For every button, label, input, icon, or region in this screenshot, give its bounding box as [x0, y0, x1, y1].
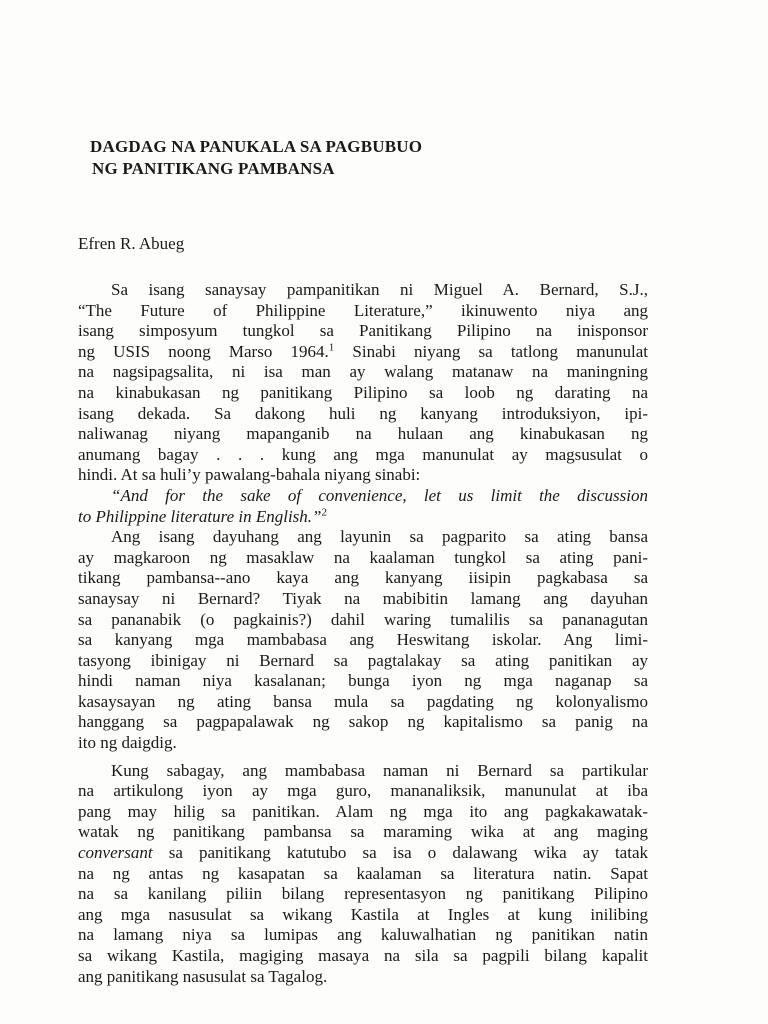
text-line: ay magkaroon ng masaklaw na kaalaman tungkol sa ating pani-	[78, 547, 648, 567]
text-line: Sa isang sanaysay pampanitikan ni Miguel A. Bernard, S.J.,	[111, 280, 648, 299]
text-line: kasaysayan ng ating bansa mula sa pagdating ng kolonyalismo	[78, 691, 648, 711]
text-line: tikang pambansa--ano kaya ang kanyang iisipin pagkabasa sa	[78, 568, 648, 588]
text-segment: ng USIS noong Marso 1964.	[78, 341, 329, 361]
block-quote	[78, 486, 648, 527]
text-segment: conversant	[78, 843, 153, 863]
text-line: hanggang sa pagpapalawak ng sakop ng kapitalismo sa panig na	[78, 712, 648, 732]
text-line	[78, 342, 648, 363]
text-line: isang simposyum tungkol sa Panitikang Pilipino na inisponsor	[78, 321, 648, 341]
text-line: sa kanyang mga mambabasa ang Heswitang iskolar. Ang limi-	[78, 630, 648, 650]
text-line: na nagsipagsalita, ni isa man ay walang matanaw na maningning	[78, 362, 648, 382]
text-line: “The Future of Philippine Literature,” ikinuwento niya ang	[78, 300, 648, 320]
footnote-marker: 1	[328, 341, 335, 354]
text-line: sa wikang Kastila, magiging masaya na sila sa pagpili bilang kapalit	[78, 946, 648, 965]
text-line: sanaysay ni Bernard? Tiyak na mabibitin lamang ang dayuhan	[78, 588, 648, 608]
text-line: ang panitikang nasusulat sa Tagalog.	[78, 966, 328, 986]
text-line: na kinabukasan ng panitikang Pilipino sa loob ng darating na	[78, 382, 648, 402]
text-line: ang mga nasusulat sa wikang Kastila at Ingles at kung inilibing	[78, 904, 648, 924]
footnote-marker: 2	[321, 505, 328, 518]
text-line: Ang isang dayuhang ang layunin sa pagparito sa ating bansa	[111, 527, 648, 547]
text-line: anumang bagay . . . kung ang mga manunulat ay magsusulat o	[78, 444, 648, 464]
text-line: isang dekada. Sa dakong huli ng kanyang introduksiyon, ipi-	[78, 403, 648, 423]
text-segment: to Philippine literature in English.”	[78, 506, 322, 526]
author-name: Efren R. Abueg	[78, 234, 185, 253]
text-line: sa pananabik (o pagkainis?) dahil waring tumalilis sa pananagutan	[78, 609, 648, 629]
text-line: pang may hilig sa panitikan. Alam ng mga ito ang pagkakawatak-	[78, 801, 648, 821]
text-segment: sa panitikang katutubo sa isa o dalawang wika ay tatak	[168, 843, 648, 863]
text-line: naliwanag niyang mapanganib na hulaan ang kinabukasan ng	[78, 424, 648, 444]
text-line: na artikulong iyon ay mga guro, mananaliksik, manunulat at iba	[78, 781, 648, 801]
text-line: tasyong ibinigay ni Bernard sa pagtalakay sa ating panitikan ay	[78, 650, 648, 670]
text-line: Kung sabagay, ang mambabasa naman ni Bernard sa partikular	[111, 760, 648, 780]
title-line-1: DAGDAG NA PANUKALA SA PAGBUBUO	[90, 137, 423, 156]
quote-line: “And for the sake of convenience, let us limit the discussion	[111, 485, 648, 505]
text-line: hindi. At sa huli’y pawalang-bahala niyang sinabi:	[78, 465, 421, 485]
page-title	[90, 136, 710, 180]
text-line: na lamang niya sa lumipas ang kaluwalhatian ng panitikan natin	[78, 925, 648, 945]
text-line: hindi naman niya kasalanan; bunga iyon ng mga naganap sa	[78, 671, 648, 691]
paragraph-gap	[78, 754, 648, 761]
quote-line	[78, 507, 648, 528]
article-body	[78, 280, 648, 987]
title-line-2: NG PANITIKANG PAMBANSA	[92, 159, 335, 178]
paragraph-1	[78, 280, 648, 486]
text-line: na ng antas ng kasapatan sa kaalaman sa literatura natin. Sapat	[78, 863, 648, 883]
text-line: watak ng panitikang pambansa sa maraming wika at ang maging	[78, 822, 648, 842]
text-line: ito ng daigdig.	[78, 733, 177, 753]
paragraph-2	[78, 527, 648, 754]
text-segment: Sinabi niyang sa tatlong manunulat	[334, 341, 648, 361]
paragraph-3	[78, 761, 648, 988]
text-line: na sa kanilang piliin bilang representasyon ng panitikang Pilipino	[78, 884, 648, 904]
text-line	[78, 843, 648, 864]
